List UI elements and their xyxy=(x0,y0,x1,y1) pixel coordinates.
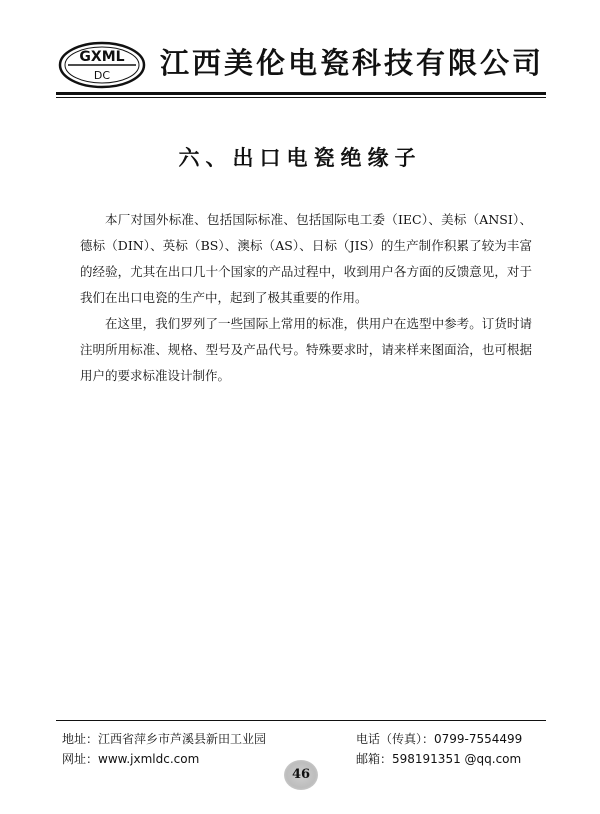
page-header xyxy=(0,0,600,100)
section-title: 六、出口电瓷绝缘子 xyxy=(178,145,422,170)
logo-text-top: GXML xyxy=(79,49,125,65)
page-number: 46 xyxy=(284,760,318,790)
body-text xyxy=(80,207,532,389)
paragraph: 在这里，我们罗列了一些国际上常用的标准，供用户在选型中参考。订货时请注明所用标准、规格、型号及产品代号。特殊要求时，请来样来图面洽，也可根据用户的要求标准设计制作。 xyxy=(80,316,532,383)
footer-address: 地址：江西省萍乡市芦溪县新田工业园 xyxy=(62,732,267,746)
header-divider-thin xyxy=(56,97,546,98)
header-divider xyxy=(56,92,546,95)
footer-phone: 电话（传真）：0799-7554499 xyxy=(356,732,523,746)
company-logo xyxy=(58,41,146,89)
logo-text-bottom: DC xyxy=(93,69,111,82)
footer-website: 网址：www.jxmldc.com xyxy=(62,752,200,766)
footer-email: 邮箱：598191351 @qq.com xyxy=(356,752,522,766)
paragraph: 本厂对国外标准、包括国际标准、包括国际电工委（IEC）、美标（ANSI）、德标（DIN）、英标（BS）、澳标（AS）、日标（JIS）的生产制作积累了较为丰富的经验，尤其在出口几十个国家的产品过程中，收到用户各方面的反馈意见，对于我们在出口电瓷的生产中，起到了极其重要的作用。 xyxy=(80,212,532,305)
company-name: 江西美伦电瓷科技有限公司 xyxy=(160,46,545,80)
footer-divider xyxy=(56,720,546,721)
